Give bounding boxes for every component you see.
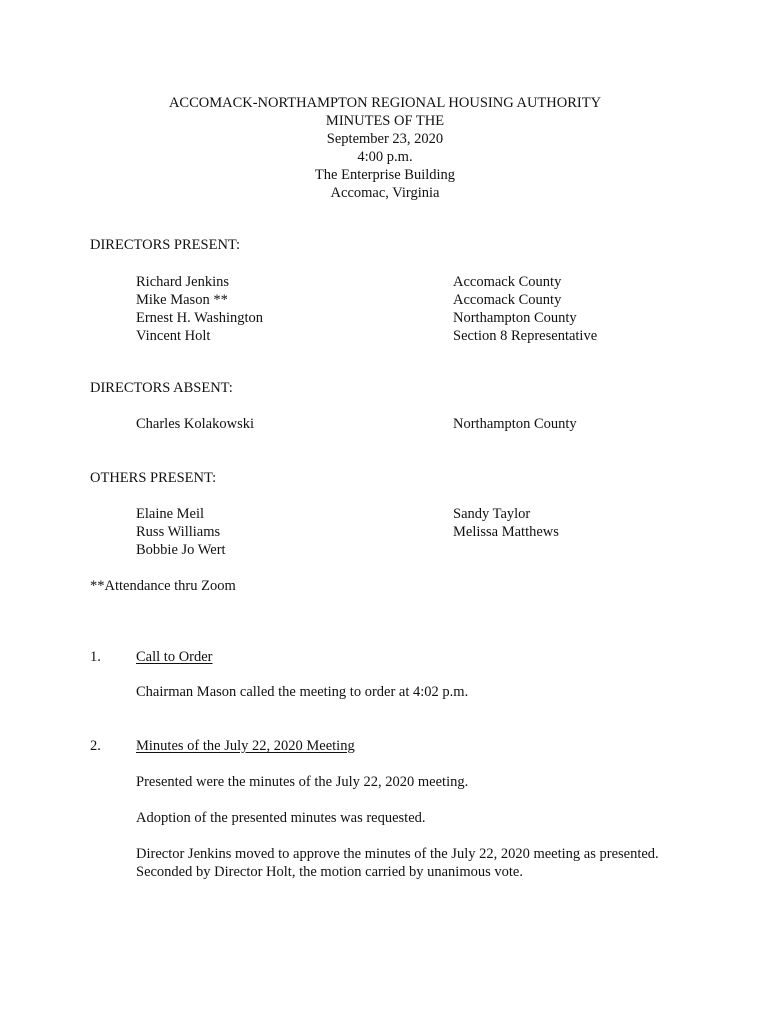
director-name: Ernest H. Washington — [136, 310, 264, 326]
item-number: 1. — [90, 649, 101, 665]
meeting-date: September 23, 2020 — [326, 131, 444, 147]
paragraph-line: Adoption of the presented minutes was requested. — [136, 810, 426, 826]
director-affiliation: Northampton County — [453, 416, 577, 432]
item-paragraph — [136, 773, 716, 791]
attendance-note: **Attendance thru Zoom — [90, 578, 236, 594]
directors-absent-names — [136, 415, 254, 433]
meeting-city: Accomac, Virginia — [330, 185, 440, 201]
director-affiliation: Accomack County — [453, 274, 562, 290]
director-affiliation: Northampton County — [453, 310, 577, 326]
others-present-label: OTHERS PRESENT: — [90, 470, 217, 486]
director-name: Richard Jenkins — [136, 274, 230, 290]
meeting-location: The Enterprise Building — [314, 167, 456, 183]
minutes-title: MINUTES OF THE — [325, 113, 445, 129]
attendee-name: Melissa Matthews — [453, 524, 559, 540]
director-name: Charles Kolakowski — [136, 416, 254, 432]
item-title-call-to-order: Call to Order — [136, 649, 213, 665]
item-paragraph — [136, 809, 716, 827]
attendee-name: Russ Williams — [136, 524, 221, 540]
paragraph-line: Director Jenkins moved to approve the minutes of the July 22, 2020 meeting as presented. — [136, 846, 659, 862]
others-present-right — [453, 505, 559, 541]
attendee-name: Elaine Meil — [136, 506, 205, 522]
attendee-name: Bobbie Jo Wert — [136, 542, 226, 558]
directors-present-affiliations — [453, 273, 597, 345]
director-name: Mike Mason ** — [136, 292, 228, 308]
item-paragraph — [136, 683, 716, 701]
others-present-left — [136, 505, 226, 559]
item-title-minutes: Minutes of the July 22, 2020 Meeting — [136, 738, 355, 754]
director-affiliation: Section 8 Representative — [453, 328, 598, 344]
paragraph-line: Presented were the minutes of the July 22, 2020 meeting. — [136, 774, 469, 790]
authority-name: ACCOMACK-NORTHAMPTON REGIONAL HOUSING AUTHORITY — [168, 95, 602, 111]
directors-present-names — [136, 273, 263, 345]
director-affiliation: Accomack County — [453, 292, 562, 308]
directors-absent-label: DIRECTORS ABSENT: — [90, 380, 233, 396]
paragraph-line: Seconded by Director Holt, the motion carried by unanimous vote. — [136, 864, 523, 880]
paragraph-line: Chairman Mason called the meeting to order at 4:02 p.m. — [136, 684, 469, 700]
directors-present-label: DIRECTORS PRESENT: — [90, 237, 241, 253]
director-name: Vincent Holt — [136, 328, 211, 344]
directors-absent-affiliations — [453, 415, 577, 433]
document-header — [0, 94, 770, 202]
item-paragraph — [136, 845, 716, 881]
item-number: 2. — [90, 738, 101, 754]
meeting-time: 4:00 p.m. — [357, 149, 413, 165]
attendee-name: Sandy Taylor — [453, 506, 531, 522]
